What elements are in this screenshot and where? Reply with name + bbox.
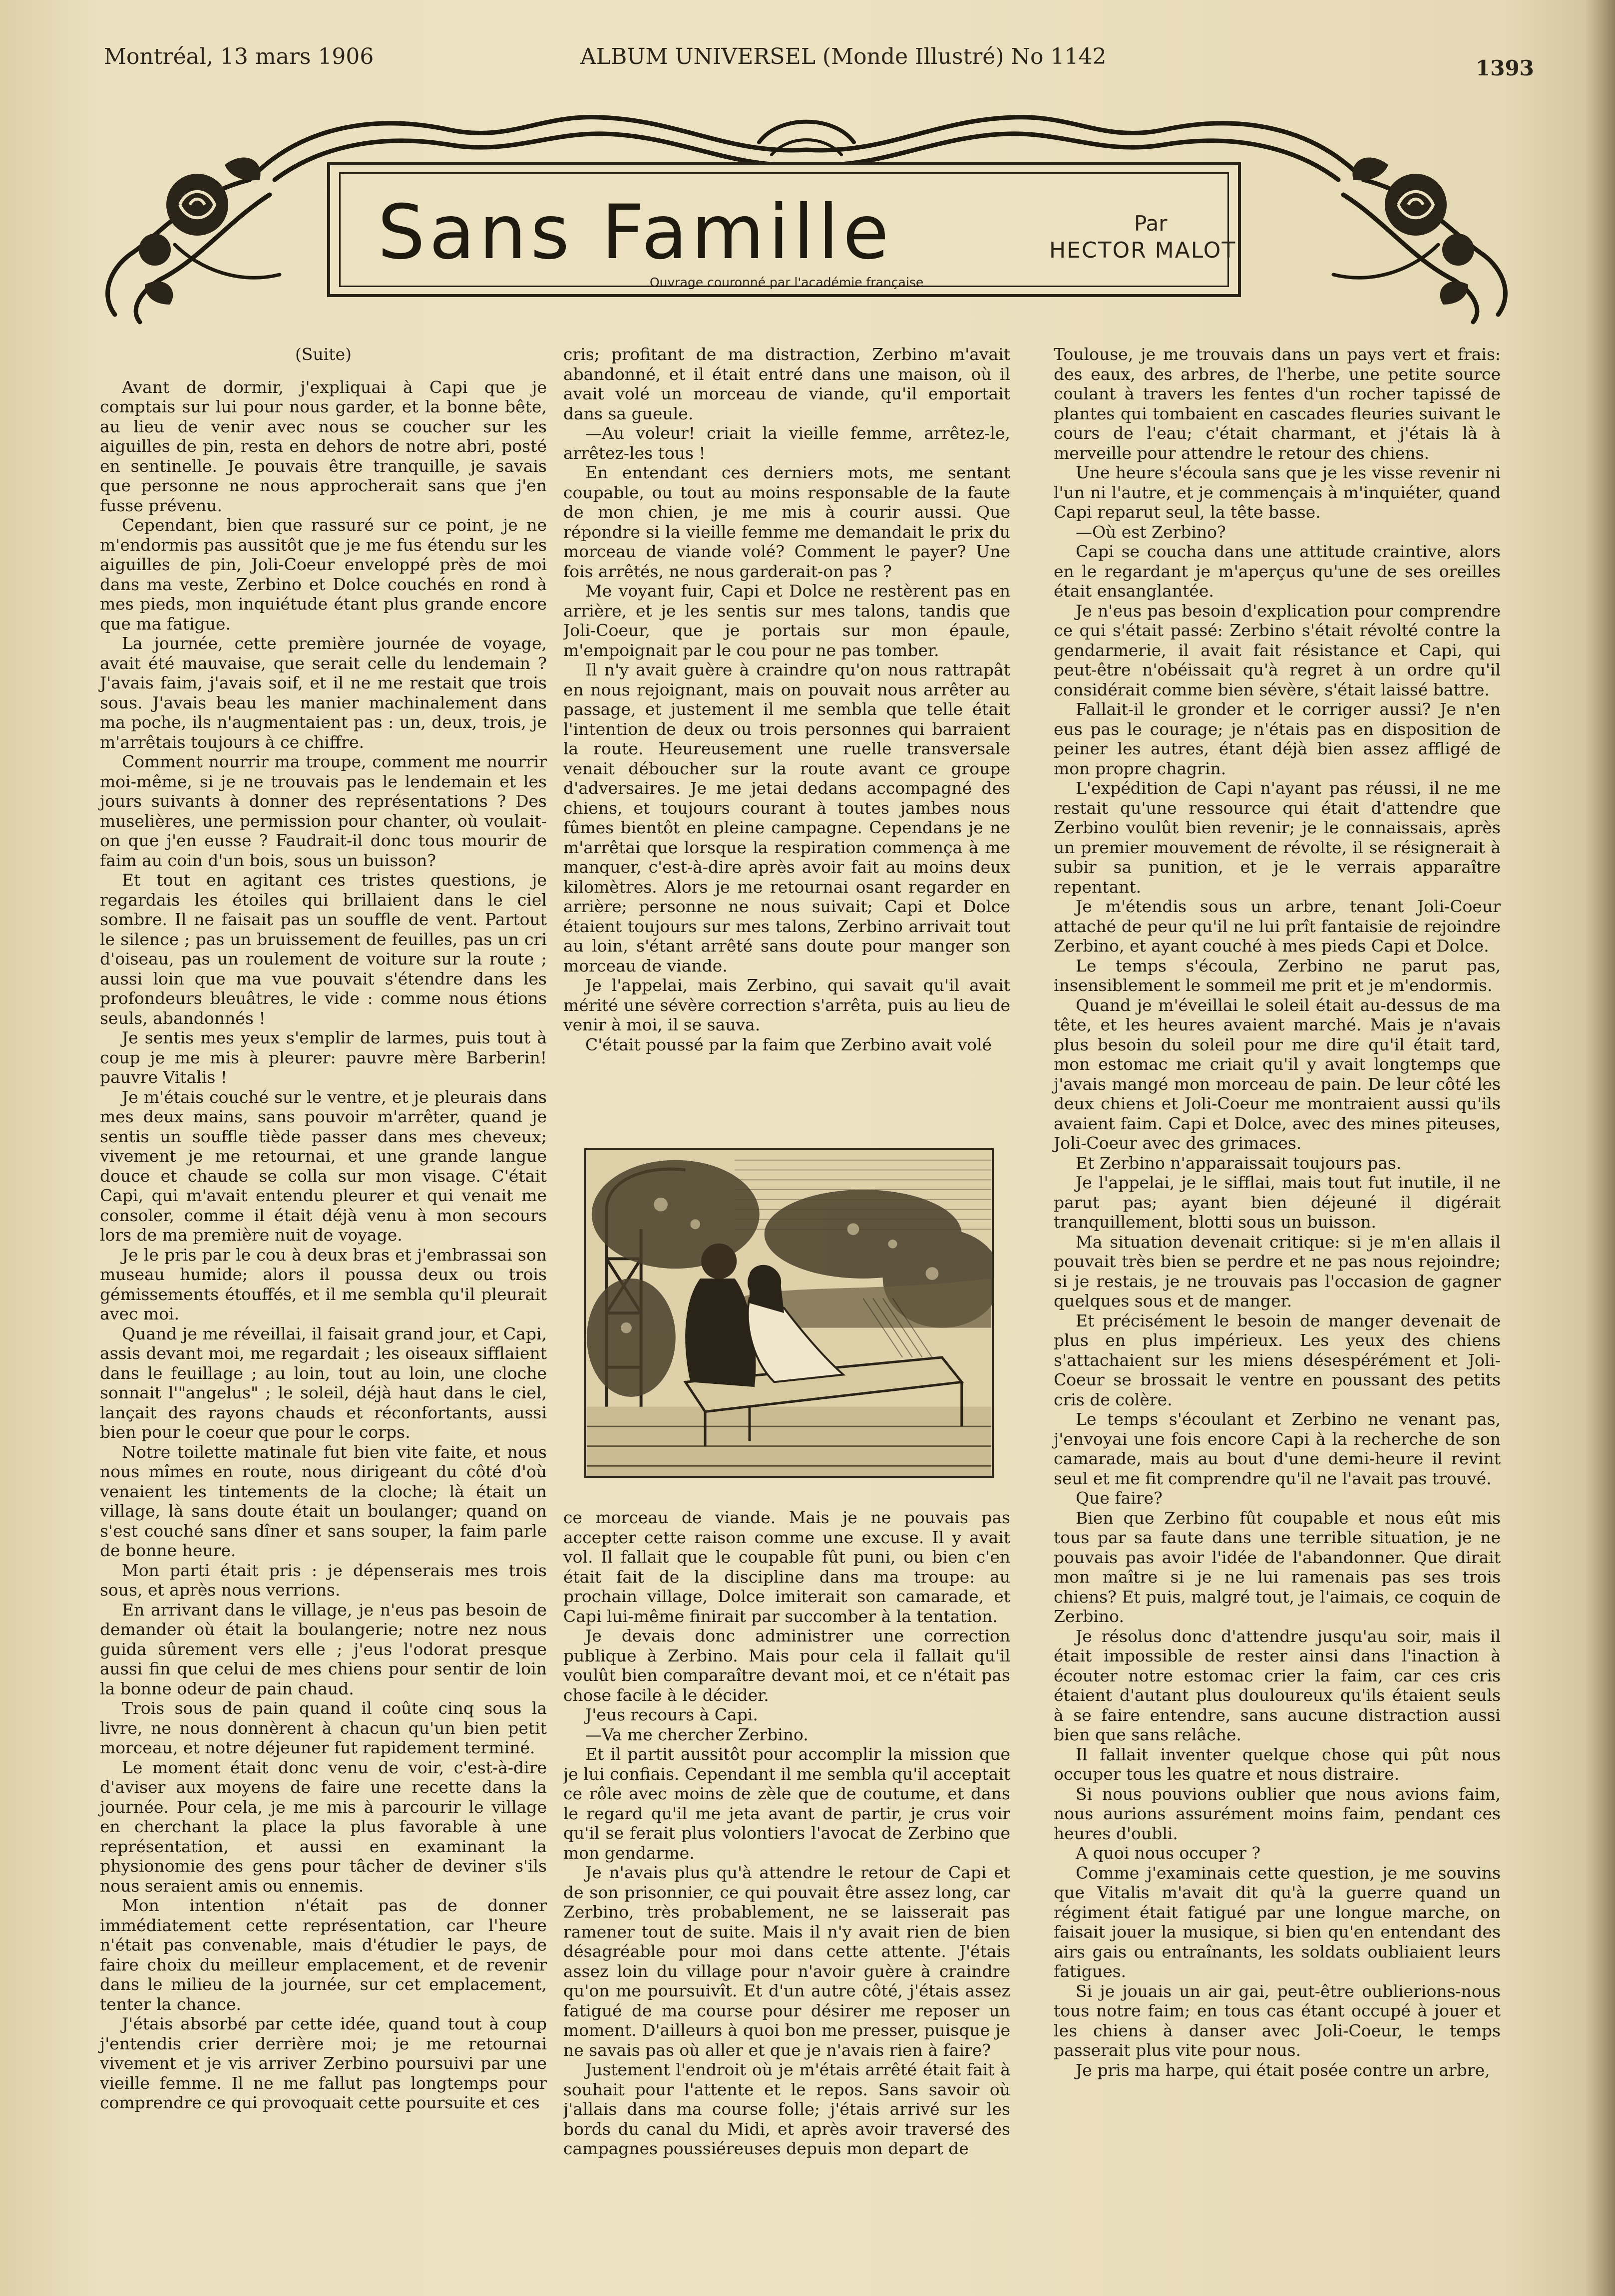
paragraph: ce morceau de viande. Mais je ne pouvais pas accepter cette raison comme une excuse. Il y avait vol. Il fallait que le coupable fût puni, ou bien c'en était fait de la discipline dans ma troupe: au prochain village, Dolce imiterait son camarade, et Capi lui-même finirait par succomber à la tentation. [563,1508,1010,1626]
paragraph: J'étais absorbé par cette idée, quand tout à coup j'entendis crier derrière moi; je me retournai vivement et je vis arriver Zerbino poursuivi par une vieille femme. Il ne me fallut pas longtemps pour comprendre ce qui provoquait cette poursuite et ces [100,2014,547,2112]
running-head-date: Montréal, 13 mars 1906 [104,44,374,69]
paragraph: Ma situation devenait critique: si je m'en allais il pouvait très bien se perdre et ne pas nous rejoindre; si je restais, je ne trouvais pas l'occasion de gagner quelques sous et de manger. [1054,1232,1501,1311]
paragraph: Justement l'endroit où je m'étais arrêté était fait à souhait pour l'attente et le repos. Sans savoir où j'allais dans ma course folle; j'étais arrivé sur les bords du canal du Midi, et après avoir traversé des campagnes poussiéreuses depuis mon depart de [563,2060,1010,2158]
column-2-bottom-text [563,1508,1010,2277]
column-2-top-text [563,344,1010,1128]
paragraph: Quand je m'éveillai le soleil était au-dessus de ma tête, et les heures avaient marché. Mais je n'avais plus besoin du soleil pour me dire qu'il était tard, mon estomac me criait qu'il y avait longtemps que j'avais mangé mon morceau de pain. De leur côté les deux chiens et Joli-Coeur me montraient aussi qu'ils avaient faim. Capi et Dolce, avec des mines piteuses, Joli-Coeur avec des grimaces. [1054,995,1501,1153]
paragraph: Le temps s'écoulant et Zerbino ne venant pas, j'envoyai une fois encore Capi à la recherche de son camarade, mais au bout d'une demi-heure il revint seul et me fit comprendre qu'il ne l'avait pas trouvé. [1054,1409,1501,1488]
paragraph: Et tout en agitant ces tristes questions, je regardais les étoiles qui brillaient dans le ciel sombre. Il ne faisait pas un souffle de vent. Partout le silence ; pas un bruissement de feuilles, pas un cri d'oiseau, pas un roulement de voiture sur la route ; aussi loin que ma vue pouvait s'étendre dans les profondeurs bleuâtres, le vide : comme nous étions seuls, abandonnés ! [100,870,547,1028]
engraving-woman-and-girl-on-terrace-icon [584,1148,994,1478]
by-label: Par [1134,211,1168,236]
paragraph: En arrivant dans le village, je n'eus pas besoin de demander où était la boulangerie; notre nez nous guida sûrement vers elle ; j'eus l'odorat presque aussi fin que celui de mes chiens pour sentir de loin la bonne odeur de pain chaud. [100,1600,547,1698]
paragraph: A quoi nous occuper ? [1076,1843,1261,1863]
paragraph: cris; profitant de ma distraction, Zerbino m'avait abandonné, et il était entré dans une maison, où il avait volé un morceau de viande, qu'il emportait dans sa gueule. [563,344,1010,423]
paragraph: —Où est Zerbino? [1076,522,1226,542]
paragraph: Je n'eus pas besoin d'explication pour comprendre ce qui s'était passé: Zerbino s'était révolté contre la gendarmerie, il avait fait résistance et Capi, qui peut-être n'obéissait qu'à regret à un ordre qu'il considérait comme bien sévère, s'était laissé battre. [1054,601,1501,699]
page-spine-shadow [1585,0,1615,2296]
paragraph: Je sentis mes yeux s'emplir de larmes, puis tout à coup je me mis à pleurer: pauvre mère Barberin! pauvre Vitalis ! [100,1028,547,1087]
paragraph: Comment nourrir ma troupe, comment me nourrir moi-même, si je ne trouvais pas le lendemain et les jours suivants à donner des représentations ? Des muselières, une permission pour chanter, où voulait-on que j'en eusse ? Faudrait-il donc tous mourir de faim au coin d'un bois, sous un buisson? [100,752,547,870]
paragraph: En entendant ces derniers mots, me sentant coupable, ou tout au moins responsable de la faute de mon chien, je me mis à courir aussi. Que répondre si la vieille femme me demandait le prix du morceau de viande volé? Comment le payer? Une fois arrêtés, ne nous garderait-on pas ? [563,463,1010,581]
paragraph: C'était poussé par la faim que Zerbino avait volé [585,1034,992,1054]
page-number: 1393 [1476,56,1534,80]
paragraph: Et Zerbino n'apparaissait toujours pas. [1076,1153,1402,1173]
serial-title: Sans Famille [378,189,893,276]
paragraph: Je résolus donc d'attendre jusqu'au soir, mais il était impossible de rester ainsi dans l'inaction à écouter notre estomac crier la faim, car ces cris étaient d'autant plus douloureux qu'ils étaient seuls à se faire entendre, sans aucune distraction aussi bien que sans relâche. [1054,1626,1501,1744]
paragraph: —Au voleur! criait la vieille femme, arrêtez-le, arrêtez-les tous ! [563,423,1010,463]
paragraph: Je m'étendis sous un arbre, tenant Joli-Coeur attaché de peur qu'il ne lui prît fantaisie de rejoindre Zerbino, et ayant couché à mes pieds Capi et Dolce. [1054,897,1501,956]
paragraph: Je le pris par le cou à deux bras et j'embrassai son museau humide; alors il poussa deux ou trois gémissements étouffés, et il me sembla qu'il pleurait avec moi. [100,1245,547,1323]
paragraph: Je m'étais couché sur le ventre, et je pleurais dans mes deux mains, sans pouvoir m'arrêter, quand je sentis un souffle tiède passer dans mes cheveux; vivement je me retournai, et une grande langue douce et chaude se colla sur mon visage. C'était Capi, qui m'avait entendu pleurer et qui venait me consoler, comme il était déjà venu à mon secours lors de ma première nuit de voyage. [100,1087,547,1245]
title-frame [327,162,1241,297]
paragraph: L'expédition de Capi n'ayant pas réussi, il ne me restait qu'une ressource qui était d'attendre que Zerbino voulût bien revenir; je le connaissais, après un premier mouvement de révolte, il se résignerait à subir sa punition, et je le verrais apparaître repentant. [1054,778,1501,897]
paragraph: Je pris ma harpe, qui était posée contre un arbre, [1076,2060,1490,2080]
paragraph: —Va me chercher Zerbino. [585,1724,808,1744]
text-column-1 [100,344,547,2277]
paragraph: Et précisément le besoin de manger devenait de plus en plus impérieux. Les yeux des chiens s'attachaient sur les miens désespérément et Joli-Coeur se brossait le ventre en poussant des petits cris de colère. [1054,1311,1501,1409]
paragraph: Le moment était donc venu de voir, c'est-à-dire d'aviser aux moyens de faire une recette dans la journée. Pour cela, je me mis à parcourir le village en cherchant la place la plus favorable à une représentation, et aussi en examinant la physionomie des gens pour tâcher de deviner s'ils nous seraient amis ou ennemis. [100,1757,547,1896]
running-head-journal: ALBUM UNIVERSEL (Monde Illustré) No 1142 [580,44,1107,69]
paragraph: Bien que Zerbino fût coupable et nous eût mis tous par sa faute dans une terrible situation, je ne pouvais pas avoir l'idée de l'abandonner. Que dirait mon maître si je ne lui ramenais pas ses trois chiens? Et puis, malgré tout, je l'aimais, ce coquin de Zerbino. [1054,1508,1501,1626]
paragraph: Mon parti était pris : je dépenserais mes trois sous, et après nous verrions. [100,1560,547,1600]
paragraph: La journée, cette première journée de voyage, avait été mauvaise, que serait celle du lendemain ? J'avais faim, j'avais soif, et il ne me restait que trois sous. J'avais beau les manier machinalement dans ma poche, ils n'augmentaient pas : un, deux, trois, je m'arrêtais toujours à ce chiffre. [100,634,547,752]
paragraph: Je n'avais plus qu'à attendre le retour de Capi et de son prisonnier, ce qui pouvait être assez long, car Zerbino, très probablement, ne se laisserait pas ramener tout de suite. Mais il n'y avait rien de bien désagréable pour moi dans cette attente. J'étais assez loin du village pour n'avoir guère à craindre qu'on me poursuivît. Et d'un autre côté, j'étais assez fatigué de ma course pour désirer me reposer un moment. D'ailleurs à quoi bon me presser, puisque je ne savais pas où aller et que je n'avais rien à faire? [563,1863,1010,2060]
author-name: HECTOR MALOT [1049,238,1236,263]
paragraph: Toulouse, je me trouvais dans un pays vert et frais: des eaux, des arbres, de l'herbe, une petite source coulant à travers les fentes d'un rocher tapissé de plantes qui tombaient en cascades fleuries suivant le cours de l'eau; c'était charmant, et j'étais là à merveille pour attendre le retour des chiens. [1054,344,1501,463]
paragraph: Mon intention n'était pas de donner immédiatement cette représentation, car l'heure n'était pas convenable, mais d'étudier le pays, de faire choix du meilleur emplacement, et de revenir dans le milieu de la journée, sur cet emplacement, tenter la chance. [100,1896,547,2014]
paragraph: J'eus recours à Capi. [585,1705,758,1724]
continued-heading: (Suite) [295,344,352,364]
paragraph: Il fallait inventer quelque chose qui pût nous occuper tous les quatre et nous distraire. [1054,1744,1501,1784]
paragraph: Je l'appelai, mais Zerbino, qui savait qu'il avait mérité une sévère correction s'arrêta, puis au lieu de venir à moi, il se sauva. [563,976,1010,1034]
paragraph: Cependant, bien que rassuré sur ce point, je ne m'endormis pas aussitôt que je me fus étendu sur les aiguilles de pin, Joli-Coeur enveloppé près de moi dans ma veste, Zerbino et Dolce couchés en rond à mes pieds, mon inquiétude étant plus grande encore que ma fatigue. [100,515,547,634]
paragraph: Que faire? [1076,1488,1163,1508]
award-subtitle: Ouvrage couronné par l'académie française [650,275,924,290]
paragraph: Capi se coucha dans une attitude craintive, alors en le regardant je m'aperçus qu'une de ses oreilles était ensanglantée. [1054,542,1501,601]
paragraph: Avant de dormir, j'expliquai à Capi que je comptais sur lui pour nous garder, et la bonne bête, au lieu de venir avec nous se coucher sur les aiguilles de pin, resta en dehors de notre abri, posté en sentinelle. Je pouvais être tranquille, je savais que personne ne nous approcherait sans que j'en fusse prévenu. [100,377,547,515]
paragraph: Comme j'examinais cette question, je me souvins que Vitalis m'avait dit qu'à la guerre quand un régiment était fatigué par une longue marche, on faisait jouer la musique, si bien qu'en entendant des airs gais ou entraînants, les soldats oubliaient leurs fatigues. [1054,1863,1501,1981]
text-column-3 [1054,344,1501,2277]
paragraph: Et il partit aussitôt pour accomplir la mission que je lui confiais. Cependant il me sembla qu'il acceptait ce rôle avec moins de zèle que de coutume, et dans le regard qu'il me jeta avant de partir, je crus voir qu'il se ferait plus volontiers l'avocat de Zerbino que mon gendarme. [563,1744,1010,1863]
paragraph: Je l'appelai, je le sifflai, mais tout fut inutile, il ne parut pas; ayant bien déjeuné il digérait tranquillement, blotti sous un buisson. [1054,1173,1501,1232]
paragraph: Si nous pouvions oublier que nous avions faim, nous aurions assurément moins faim, pendant ces heures d'oubli. [1054,1784,1501,1843]
paragraph: Me voyant fuir, Capi et Dolce ne restèrent pas en arrière, et je les sentis sur mes talons, tandis que Joli-Coeur, que je portais sur mon épaule, m'empoignait par le cou pour ne pas tomber. [563,581,1010,660]
paragraph: Notre toilette matinale fut bien vite faite, et nous nous mîmes en route, nous dirigeant du côté d'où venaient les tintements de la cloche; là était un village, là sans doute était un boulanger; quand on s'est couché sans dîner et sans souper, la faim parle de bonne heure. [100,1442,547,1560]
paragraph: Il n'y avait guère à craindre qu'on nous rattrapât en nous rejoignant, mais on pouvait nous arrêter au passage, et justement il me sembla que telle était l'intention de deux ou trois personnes qui barraient la route. Heureusement une ruelle transversale venait déboucher sur la route avant ce groupe d'adversaires. Je me jetai dedans accompagné des chiens, et toujours courant à toutes jambes nous fûmes bientôt en pleine campagne. Cependans je ne m'arrêtai que lorsque la respiration commença à me manquer, c'est-à-dire après avoir fait au moins deux kilomètres. Alors je me retournai osant regarder en arrière; personne ne nous suivait; Capi et Dolce étaient toujours sur mes talons, Zerbino arrivait tout au loin, s'étant arrêté sans doute pour manger son morceau de viande. [563,660,1010,976]
paragraph: Fallait-il le gronder et le corriger aussi? Je n'en eus pas le courage; je n'étais pas en disposition de peiner les autres, étant déjà bien assez affligé de mon propre chagrin. [1054,699,1501,778]
paragraph: Si je jouais un air gai, peut-être oublierions-nous tous notre faim; en tous cas étant occupé à jouer et les chiens à danser avec Joli-Coeur, le temps passerait plus vite pour nous. [1054,1981,1501,2060]
paragraph: Je devais donc administrer une correction publique à Zerbino. Mais pour cela il fallait qu'il voulût bien comparaître devant moi, et ce n'était pas chose facile à le décider. [563,1626,1010,1705]
paragraph: Trois sous de pain quand il coûte cinq sous la livre, ne nous donnèrent à chacun qu'un bien petit morceau, et notre déjeuner fut rapidement terminé. [100,1698,547,1757]
paragraph: Une heure s'écoula sans que je les visse revenir ni l'un ni l'autre, et je commençais à m'inquiéter, quand Capi reparut seul, la tête basse. [1054,463,1501,522]
paragraph: Quand je me réveillai, il faisait grand jour, et Capi, assis devant moi, me regardait ; les oiseaux sifflaient dans le feuillage ; au loin, tout au loin, une cloche sonnait l'"angelus" ; le soleil, déjà haut dans le ciel, lançait des rayons chauds et réconfortants, aussi bien pour le coeur que pour le corps. [100,1323,547,1442]
engraving-drawing [586,1150,992,1476]
paragraph: Le temps s'écoula, Zerbino ne parut pas, insensiblement le sommeil me prit et je m'endormis. [1054,956,1501,995]
